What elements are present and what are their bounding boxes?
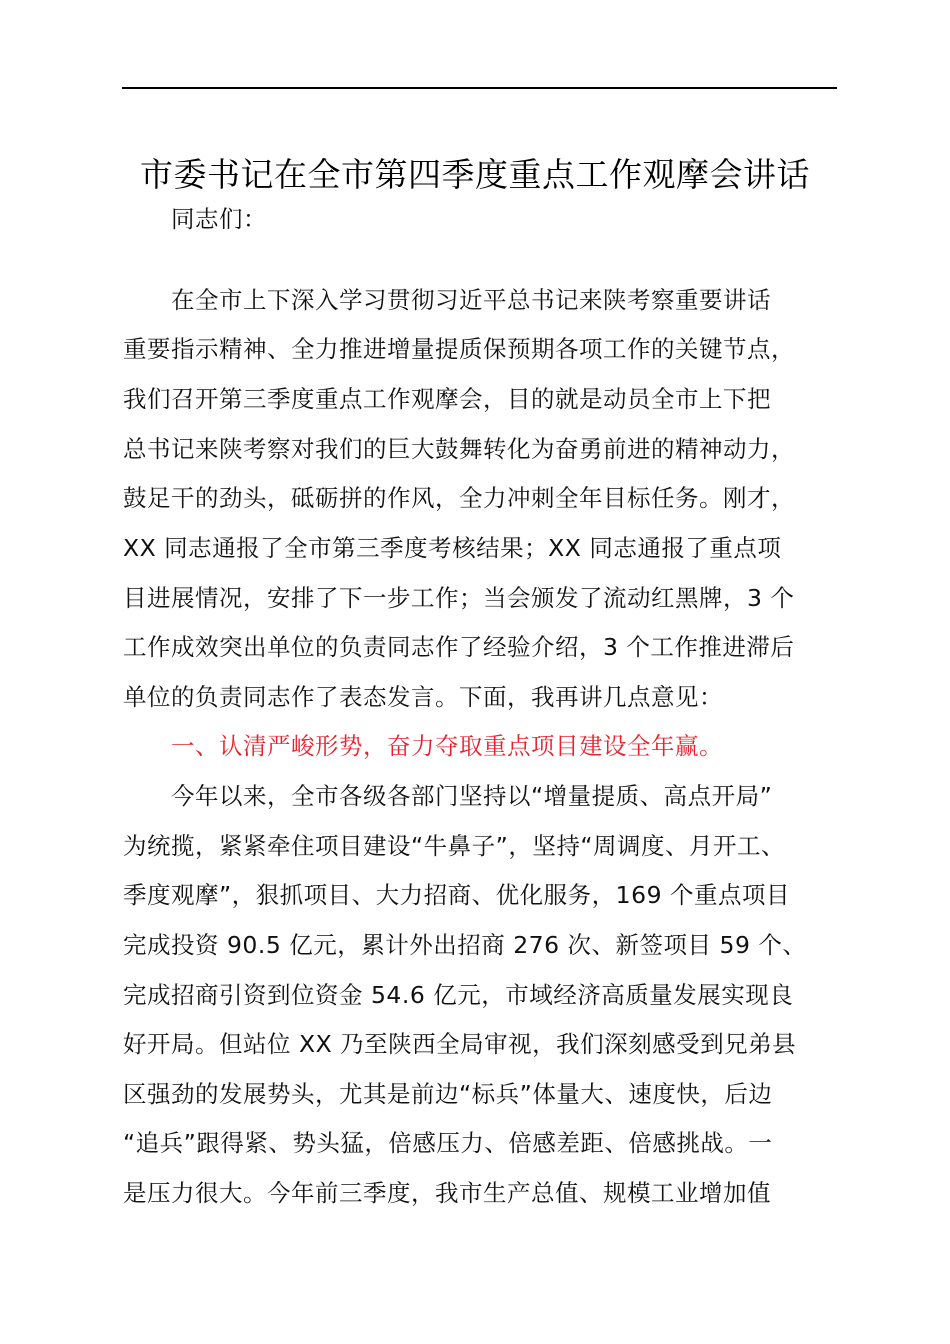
paragraph-line: 在全市上下深入学习贯彻习近平总书记来陕考察重要讲话 — [171, 286, 771, 314]
paragraph-line: 为统揽，紧紧牵住项目建设“牛鼻子”，坚持“周调度、月开工、 — [123, 832, 786, 860]
paragraph-line: 我们召开第三季度重点工作观摩会，目的就是动员全市上下把 — [123, 385, 771, 413]
paragraph-line: 今年以来，全市各级各部门坚持以“增量提质、高点开局” — [171, 782, 773, 810]
paragraph-line: 目进展情况，安排了下一步工作；当会颁发了流动红黑牌，3 个 — [123, 584, 795, 612]
paragraph-line: XX 同志通报了全市第三季度考核结果；XX 同志通报了重点项 — [123, 534, 782, 562]
salutation: 同志们： — [171, 205, 267, 233]
paragraph-line: 区强劲的发展势头，尤其是前边“标兵”体量大、速度快，后边 — [123, 1080, 773, 1108]
section-heading-1: 一、认清严峻形势，奋力夺取重点项目建设全年赢。 — [171, 732, 723, 760]
paragraph-line: 单位的负责同志作了表态发言。下面，我再讲几点意见： — [123, 683, 723, 711]
paragraph-line: 是压力很大。今年前三季度，我市生产总值、规模工业增加值 — [123, 1179, 771, 1207]
paragraph-line: 完成投资 90.5 亿元，累计外出招商 276 次、新签项目 59 个、 — [123, 931, 807, 959]
paragraph-line: 工作成效突出单位的负责同志作了经验介绍，3 个工作推进滞后 — [123, 633, 795, 661]
paragraph-line: 完成招商引资到位资金 54.6 亿元，市域经济高质量发展实现良 — [123, 981, 794, 1009]
paragraph-line: “追兵”跟得紧、势头猛，倍感压力、倍感差距、倍感挑战。一 — [123, 1129, 773, 1157]
document-title: 市委书记在全市第四季度重点工作观摩会讲话 — [140, 155, 810, 194]
header-rule — [122, 87, 837, 89]
paragraph-line: 总书记来陕考察对我们的巨大鼓舞转化为奋勇前进的精神动力， — [123, 435, 795, 463]
paragraph-line: 季度观摩”，狠抓项目、大力招商、优化服务，169 个重点项目 — [123, 881, 790, 909]
paragraph-line: 鼓足干的劲头，砥砺拼的作风，全力冲刺全年目标任务。刚才， — [123, 484, 795, 512]
paragraph-line: 好开局。但站位 XX 乃至陕西全局审视，我们深刻感受到兄弟县 — [123, 1030, 797, 1058]
paragraph-line: 重要指示精神、全力推进增量提质保预期各项工作的关键节点， — [123, 335, 795, 363]
